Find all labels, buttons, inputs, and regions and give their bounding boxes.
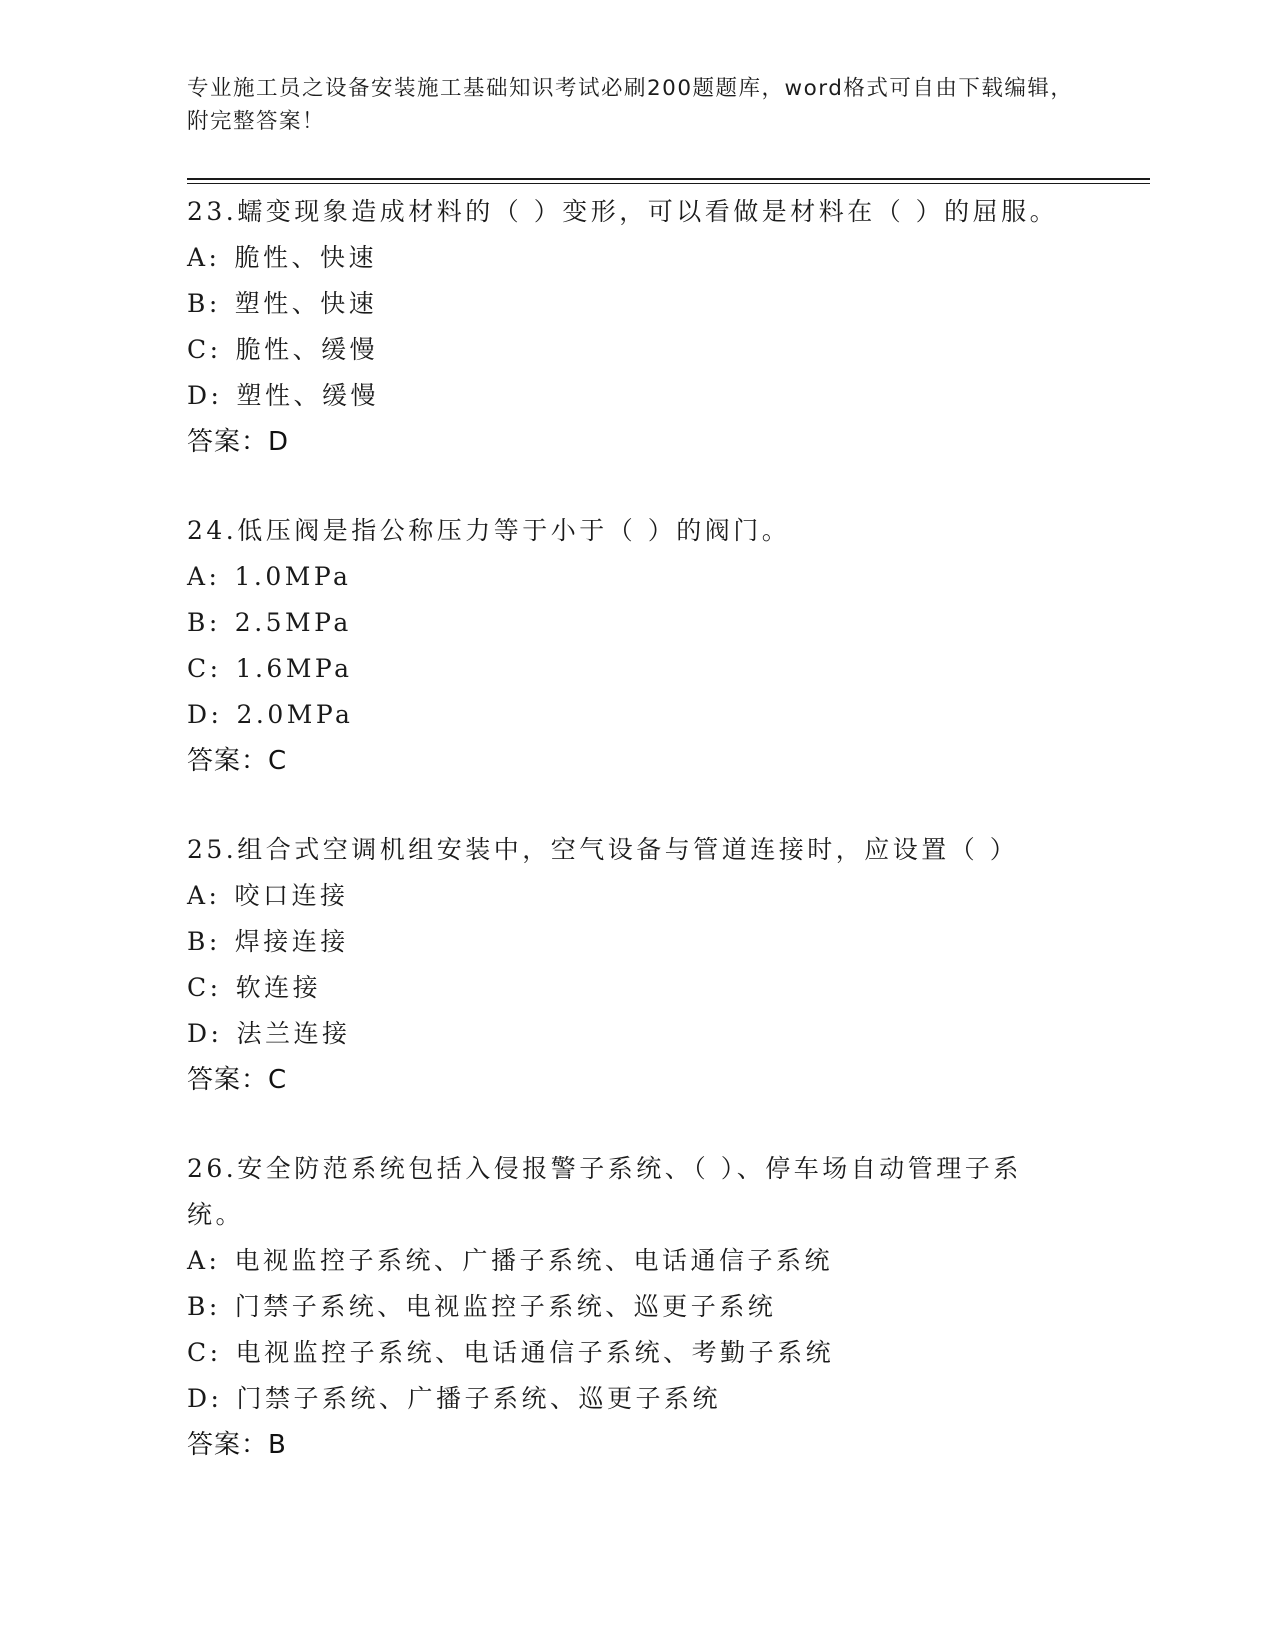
option-a bbox=[187, 873, 1077, 919]
option-letter: D: bbox=[187, 381, 223, 410]
option-letter: C: bbox=[187, 1338, 222, 1367]
answer-line bbox=[187, 1422, 1077, 1468]
option-a bbox=[187, 1238, 1077, 1284]
option-text: 2.5MPa bbox=[234, 608, 352, 637]
option-letter: D: bbox=[187, 700, 223, 729]
question-spacer bbox=[187, 465, 1077, 508]
question-stem: 26.安全防范系统包括入侵报警子系统、（ ）、停车场自动管理子系统。 bbox=[187, 1154, 1022, 1229]
option-text: 2.0MPa bbox=[236, 700, 354, 729]
option-c bbox=[187, 965, 1077, 1011]
option-text: 法兰连接 bbox=[236, 1019, 351, 1048]
option-a bbox=[187, 235, 1077, 281]
option-letter: D: bbox=[187, 1384, 223, 1413]
option-text: 脆性、缓慢 bbox=[235, 335, 379, 364]
option-text: 塑性、缓慢 bbox=[236, 381, 379, 410]
answer-line bbox=[187, 1057, 1077, 1103]
question-stem: 23.蠕变现象造成材料的（ ）变形，可以看做是材料在（ ）的屈服。 bbox=[187, 197, 1059, 226]
header-divider-thin bbox=[187, 183, 1150, 184]
option-letter: A: bbox=[187, 562, 221, 591]
option-letter: C: bbox=[187, 654, 222, 683]
option-text: 门禁子系统、广播子系统、巡更子系统 bbox=[236, 1384, 721, 1413]
answer-value: C bbox=[268, 746, 288, 776]
option-letter: B: bbox=[187, 1292, 221, 1321]
option-b bbox=[187, 600, 1077, 646]
option-letter: B: bbox=[187, 927, 221, 956]
option-d bbox=[187, 692, 1077, 738]
option-c bbox=[187, 646, 1077, 692]
option-c bbox=[187, 327, 1077, 373]
option-text: 门禁子系统、电视监控子系统、巡更子系统 bbox=[234, 1292, 777, 1321]
option-letter: A: bbox=[187, 881, 221, 910]
question-stem: 25.组合式空调机组安装中，空气设备与管道连接时，应设置（ ） bbox=[187, 835, 1019, 864]
option-text: 焊接连接 bbox=[234, 927, 349, 956]
option-text: 软连接 bbox=[235, 973, 322, 1002]
question-item bbox=[187, 827, 1077, 1103]
option-c bbox=[187, 1330, 1077, 1376]
answer-value: C bbox=[268, 1065, 288, 1095]
answer-line bbox=[187, 738, 1077, 784]
question-item bbox=[187, 1146, 1077, 1468]
answer-value: D bbox=[268, 427, 290, 457]
option-text: 电视监控子系统、广播子系统、电话通信子系统 bbox=[234, 1246, 833, 1275]
option-letter: D: bbox=[187, 1019, 223, 1048]
answer-line bbox=[187, 419, 1077, 465]
question-spacer bbox=[187, 784, 1077, 827]
answer-label: 答案： bbox=[187, 746, 269, 776]
option-text: 塑性、快速 bbox=[234, 289, 378, 318]
option-d bbox=[187, 1011, 1077, 1057]
option-b bbox=[187, 1284, 1077, 1330]
option-b bbox=[187, 281, 1077, 327]
option-text: 1.0MPa bbox=[234, 562, 352, 591]
option-a bbox=[187, 554, 1077, 600]
option-letter: C: bbox=[187, 973, 222, 1002]
option-text: 咬口连接 bbox=[234, 881, 349, 910]
answer-label: 答案： bbox=[187, 1430, 269, 1460]
option-text: 1.6MPa bbox=[235, 654, 353, 683]
option-text: 电视监控子系统、电话通信子系统、考勤子系统 bbox=[235, 1338, 835, 1367]
question-item bbox=[187, 189, 1077, 465]
option-letter: A: bbox=[187, 1246, 221, 1275]
option-letter: B: bbox=[187, 608, 221, 637]
answer-value: B bbox=[268, 1430, 287, 1460]
option-b bbox=[187, 919, 1077, 965]
option-d bbox=[187, 1376, 1077, 1422]
option-text: 脆性、快速 bbox=[234, 243, 377, 272]
document-header-title: 专业施工员之设备安装施工基础知识考试必刷200题题库，word格式可自由下载编辑，附完整答案！ bbox=[187, 76, 1074, 134]
answer-label: 答案： bbox=[187, 1065, 269, 1095]
question-spacer bbox=[187, 1103, 1077, 1146]
option-letter: A: bbox=[187, 243, 221, 272]
option-letter: B: bbox=[187, 289, 221, 318]
question-stem: 24.低压阀是指公称压力等于小于（ ）的阀门。 bbox=[187, 516, 791, 545]
answer-label: 答案： bbox=[187, 427, 269, 457]
option-letter: C: bbox=[187, 335, 222, 364]
option-d bbox=[187, 373, 1077, 419]
question-list bbox=[187, 189, 1077, 1468]
header-divider-thick bbox=[187, 178, 1150, 180]
question-item bbox=[187, 508, 1077, 784]
